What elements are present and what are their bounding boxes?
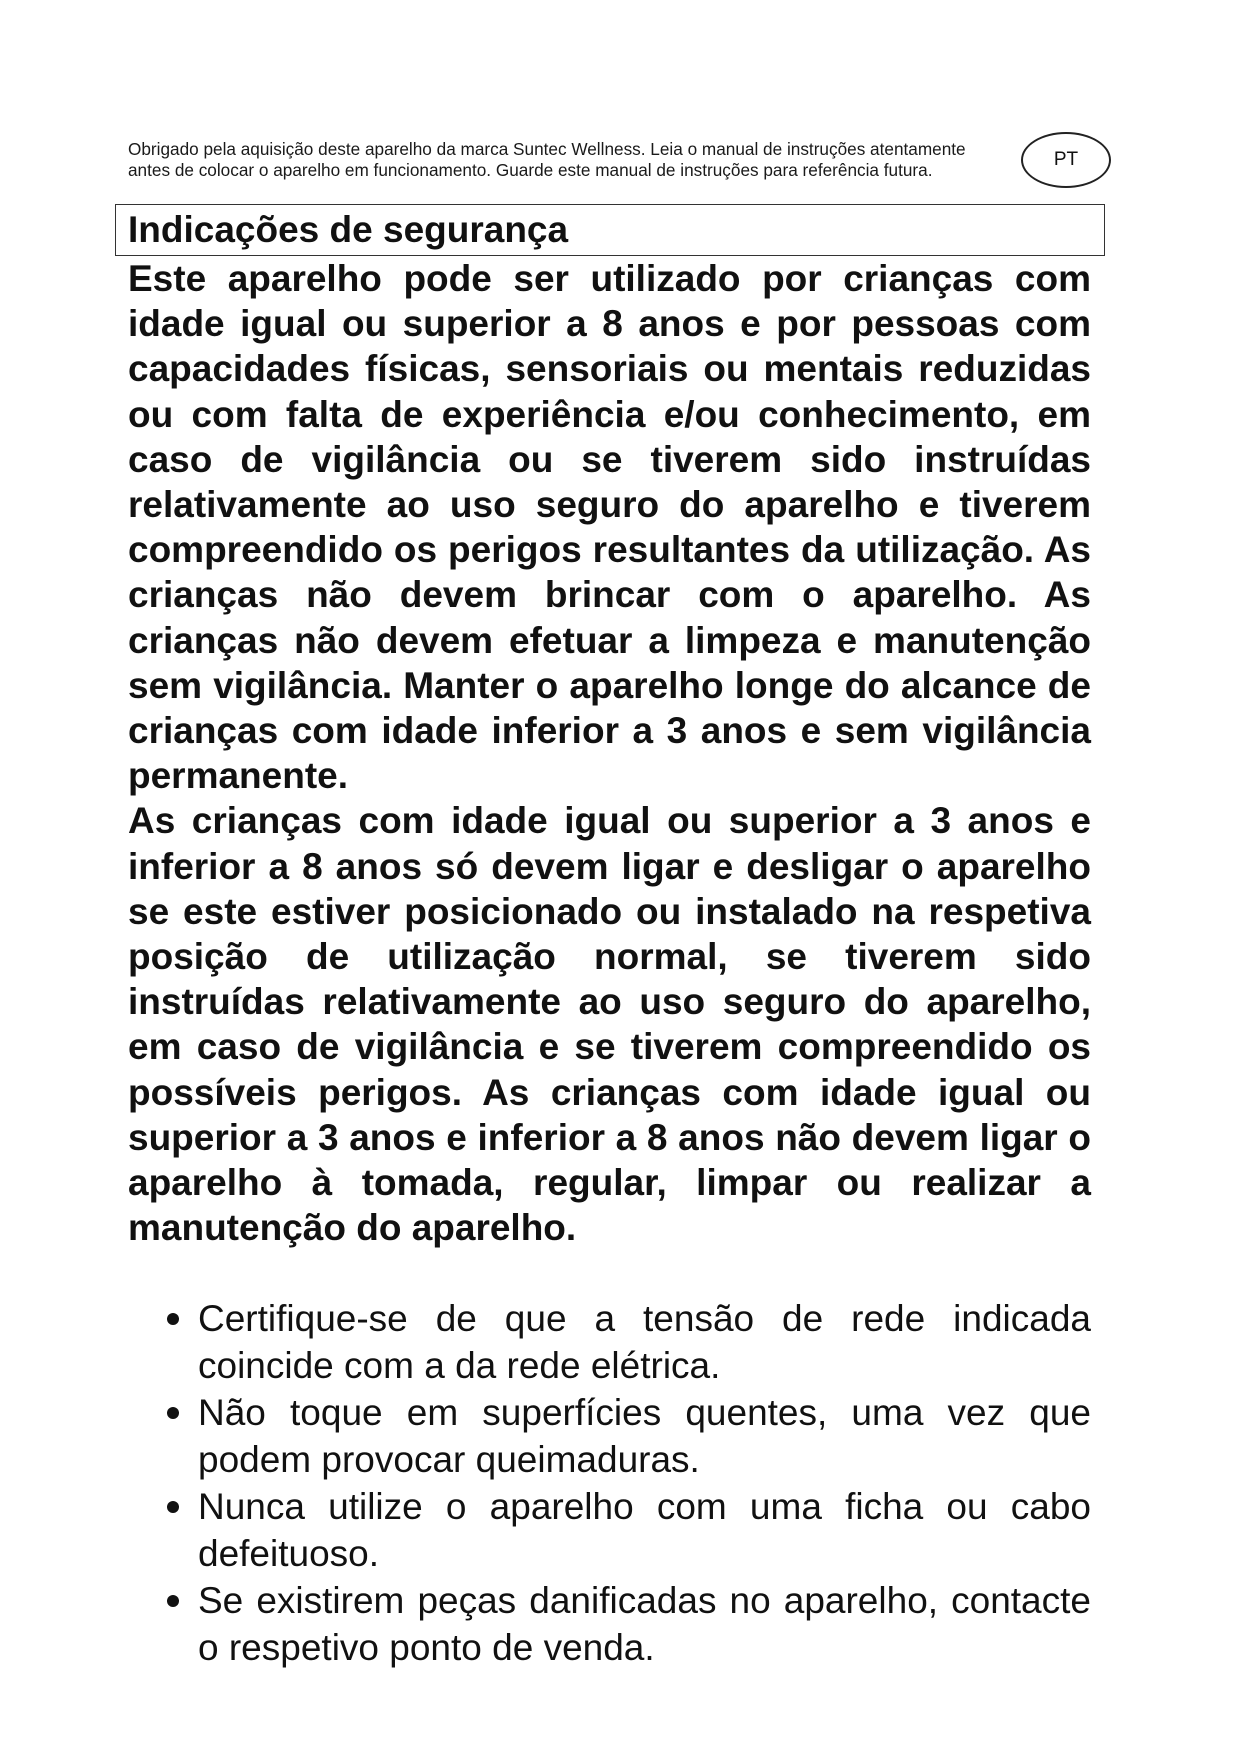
safety-warning bbox=[128, 256, 1091, 1250]
list-item bbox=[160, 1295, 1091, 1389]
section-title: Indicações de segurança bbox=[115, 204, 1105, 256]
list-item bbox=[160, 1483, 1091, 1577]
list-item bbox=[160, 1389, 1091, 1483]
bullet-text: Não toque em superfícies quentes, uma vez que podem provocar queimaduras. bbox=[198, 1392, 1091, 1480]
list-item bbox=[160, 1577, 1091, 1671]
bullet-icon bbox=[167, 1595, 179, 1607]
bullet-text: Certifique-se de que a tensão de rede indicada coincide com a da rede elétrica. bbox=[198, 1298, 1091, 1386]
intro-text: Obrigado pela aquisição deste aparelho da marca Suntec Wellness. Leia o manual de instruções atentamente antes de colocar o aparelho em funcionamento. Guarde este manual de instruções para referência futura. bbox=[128, 139, 966, 180]
warning-paragraph-children-and-persons: Este aparelho pode ser utilizado por crianças com idade igual ou superior a 8 anos e por pessoas com capacidades físicas, sensoriais ou mentais reduzidas ou com falta de experiência e/ou conhecimento, em caso de vigilância ou se tiverem sido instruídas relativamente ao uso seguro do aparelho e tiverem compreendido os perigos resultantes da utilização. As crianças não devem brincar com o aparelho. As crianças não devem efetuar a limpeza e manutenção sem vigilância. Manter o aparelho longe do alcance de crianças com idade inferior a 3 anos e sem vigilância permanente. bbox=[128, 258, 1091, 797]
bullet-text: Se existirem peças danificadas no aparelho, contacte o respetivo ponto de venda. bbox=[198, 1580, 1091, 1668]
language-badge-label: PT bbox=[1053, 149, 1079, 170]
bullet-icon bbox=[167, 1313, 179, 1325]
warning-paragraph-children-3-to-8: As crianças com idade igual ou superior a 3 anos e inferior a 8 anos só devem ligar e desligar o aparelho se este estiver posicionado ou instalado na respetiva posição de utilização normal, se tiverem sido instruídas relativamente ao uso seguro do aparelho, em caso de vigilância e se tiverem compreendido os possíveis perigos. As crianças com idade igual ou superior a 3 anos e inferior a 8 anos não devem ligar o aparelho à tomada, regular, limpar ou realizar a manutenção do aparelho. bbox=[128, 800, 1091, 1249]
bullet-icon bbox=[167, 1407, 179, 1419]
bullet-icon bbox=[167, 1501, 179, 1513]
bullet-text: Nunca utilize o aparelho com uma ficha ou cabo defeituoso. bbox=[198, 1486, 1091, 1574]
safety-bullet-list bbox=[160, 1295, 1091, 1671]
language-badge bbox=[1021, 132, 1111, 188]
